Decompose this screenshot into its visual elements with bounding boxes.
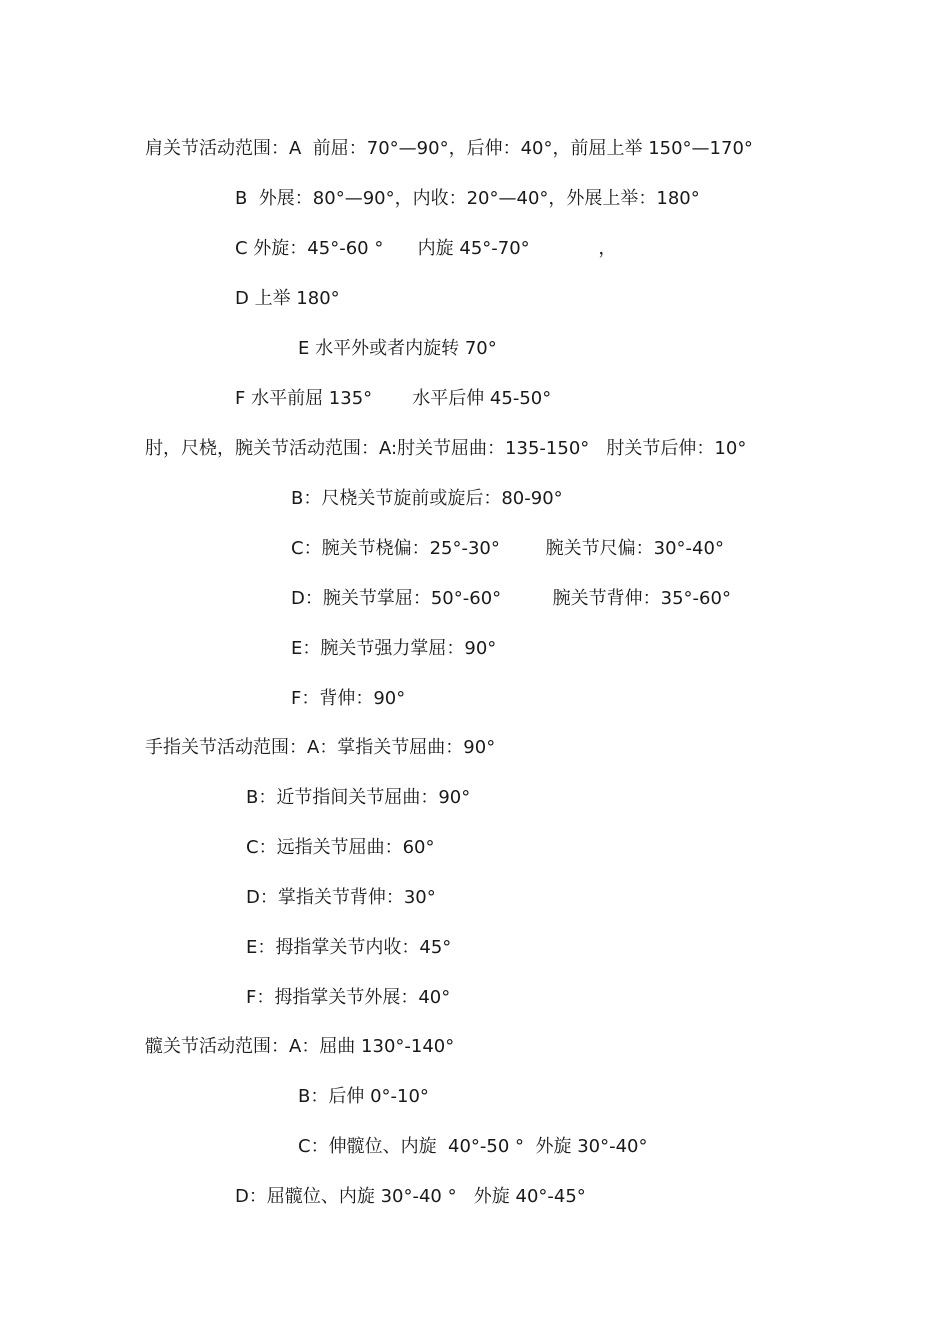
- finger-item-b: B：近节指间关节屈曲：90°: [246, 787, 471, 808]
- elbow-wrist-item-d: D：腕关节掌屈：50°-60° 腕关节背伸：35°-60°: [291, 588, 731, 609]
- elbow-wrist-range-heading: 肘，尺桡，腕关节活动范围：A:肘关节屈曲：135-150° 肘关节后伸：10°: [145, 438, 747, 459]
- elbow-wrist-item-b: B：尺桡关节旋前或旋后：80-90°: [291, 488, 563, 509]
- hip-item-b: B：后伸 0°-10°: [298, 1086, 429, 1107]
- hip-item-c: C：伸髋位、内旋 40°-50 ° 外旋 30°-40°: [298, 1136, 648, 1157]
- elbow-wrist-item-c: C：腕关节桡偏：25°-30° 腕关节尺偏：30°-40°: [291, 538, 724, 559]
- shoulder-item-f: F 水平前屈 135° 水平后伸 45-50°: [235, 388, 552, 409]
- shoulder-item-e: E 水平外或者内旋转 70°: [298, 338, 497, 359]
- finger-item-e: E：拇指掌关节内收：45°: [246, 937, 452, 958]
- shoulder-item-d: D 上举 180°: [235, 288, 340, 309]
- finger-range-heading: 手指关节活动范围：A：掌指关节屈曲：90°: [145, 737, 496, 758]
- shoulder-range-heading: 肩关节活动范围：A 前屈：70°—90°，后伸：40°，前屈上举 150°—170°: [145, 138, 753, 159]
- shoulder-item-c: C 外旋：45°-60 ° 内旋 45°-70° ，: [235, 238, 617, 259]
- elbow-wrist-item-e: E：腕关节强力掌屈：90°: [291, 638, 497, 659]
- shoulder-item-b: B 外展：80°—90°，内收：20°—40°，外展上举：180°: [235, 188, 700, 209]
- finger-item-c: C：远指关节屈曲：60°: [246, 837, 435, 858]
- hip-range-heading: 髋关节活动范围：A：屈曲 130°-140°: [145, 1036, 455, 1057]
- hip-item-d: D：屈髋位、内旋 30°-40 ° 外旋 40°-45°: [235, 1186, 586, 1207]
- finger-item-d: D：掌指关节背伸：30°: [246, 887, 436, 908]
- finger-item-f: F：拇指掌关节外展：40°: [246, 987, 451, 1008]
- elbow-wrist-item-f: F：背伸：90°: [291, 688, 406, 709]
